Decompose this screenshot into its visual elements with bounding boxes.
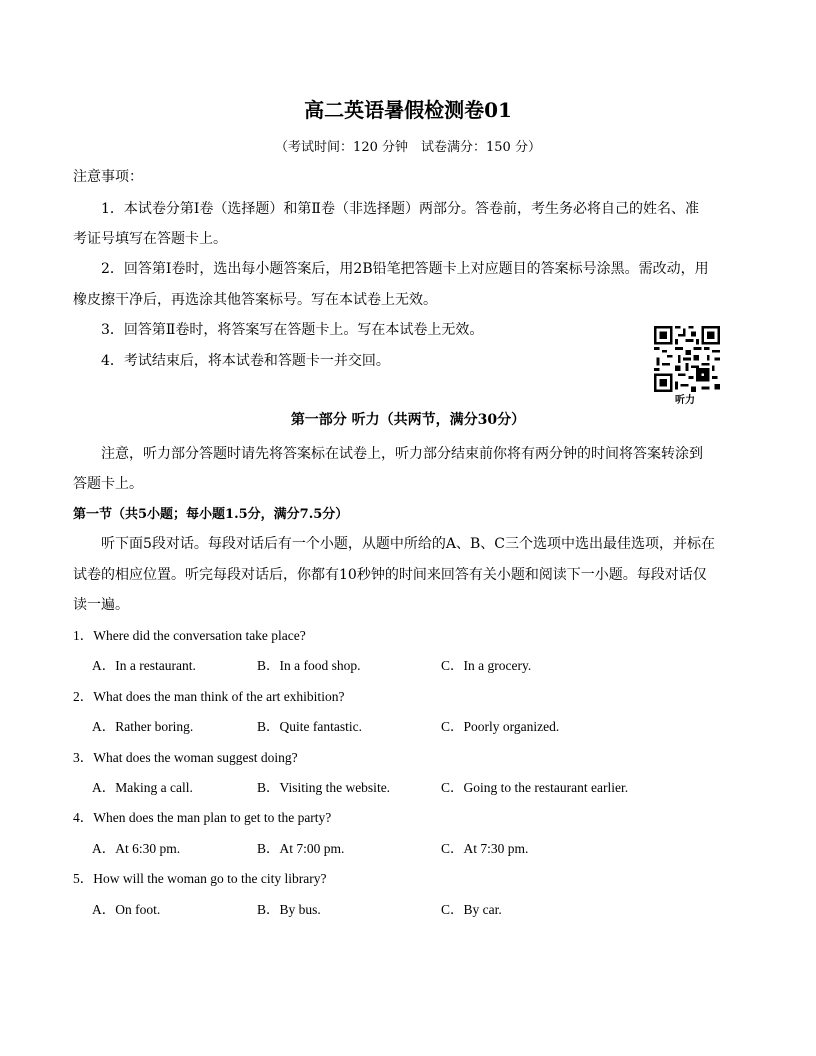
part-1-heading: 第一部分 听力（共两节，满分30分） <box>290 412 526 428</box>
part-1-note-line-1: 注意，听力部分答题时请先将答案标在试卷上，听力部分结束前你将有两分钟的时间将答案转涂到 <box>101 446 703 462</box>
question-3-option-c: C．Going to the restaurant earlier. <box>441 780 629 795</box>
question-1: 1．Where did the conversation take place? <box>73 628 306 643</box>
note-item-2-line-2: 橡皮擦干净后，再选涂其他答案标号。写在本试卷上无效。 <box>73 292 437 308</box>
section-1-heading: 第一节（共5小题；每小题1.5分，满分7.5分） <box>73 507 349 522</box>
question-4-option-b: B．At 7:00 pm. <box>257 841 345 856</box>
question-2-option-a: A．Rather boring. <box>92 719 194 734</box>
note-item-3: 3．回答第Ⅱ卷时，将答案写在答题卡上。写在本试卷上无效。 <box>101 322 484 338</box>
section-1-instruction-line-3: 读一遍。 <box>73 597 129 613</box>
question-2-option-c: C．Poorly organized. <box>441 719 560 734</box>
qr-code-icon[interactable] <box>653 326 721 392</box>
exam-time-info: （考试时间：120 分钟 试卷满分：150 分） <box>275 140 541 155</box>
question-5-option-c: C．By car. <box>441 902 502 917</box>
note-item-1-line-2: 考证号填写在答题卡上。 <box>73 231 227 247</box>
note-item-2-line-1: 2．回答第Ⅰ卷时，选出每小题答案后，用2B铅笔把答题卡上对应题目的答案标号涂黑。需改动，用 <box>101 261 709 277</box>
question-2: 2．What does the man think of the art exhibition? <box>73 689 345 704</box>
question-3: 3．What does the woman suggest doing? <box>73 750 298 765</box>
question-5: 5．How will the woman go to the city library? <box>73 871 327 886</box>
question-1-option-a: A．In a restaurant. <box>92 658 196 673</box>
question-4: 4．When does the man plan to get to the party? <box>73 810 332 825</box>
question-3-option-a: A．Making a call. <box>92 780 193 795</box>
note-item-1-line-1: 1．本试卷分第Ⅰ卷（选择题）和第Ⅱ卷（非选择题）两部分。答卷前，考生务必将自己的姓名、准 <box>101 201 699 217</box>
notes-heading: 注意事项： <box>73 169 143 185</box>
section-1-instruction-line-1: 听下面5段对话。每段对话后有一个小题，从题中所给的A、B、C三个选项中选出最佳选项，并标在 <box>101 536 716 552</box>
qr-code-label: 听力 <box>675 395 695 406</box>
question-5-option-a: A．On foot. <box>92 902 161 917</box>
question-4-option-a: A．At 6:30 pm. <box>92 841 181 856</box>
note-item-4: 4．考试结束后，将本试卷和答题卡一并交回。 <box>101 353 390 369</box>
question-3-option-b: B．Visiting the website. <box>257 780 391 795</box>
question-4-option-c: C．At 7:30 pm. <box>441 841 529 856</box>
page-title: 高二英语暑假检测卷01 <box>304 98 512 122</box>
section-1-instruction-line-2: 试卷的相应位置。听完每段对话后，你都有10秒钟的时间来回答有关小题和阅读下一小题。每段对话仅 <box>73 567 707 583</box>
question-2-option-b: B．Quite fantastic. <box>257 719 362 734</box>
part-1-note-line-2: 答题卡上。 <box>73 476 143 492</box>
question-1-option-b: B．In a food shop. <box>257 658 361 673</box>
question-1-option-c: C．In a grocery. <box>441 658 532 673</box>
question-5-option-b: B．By bus. <box>257 902 321 917</box>
